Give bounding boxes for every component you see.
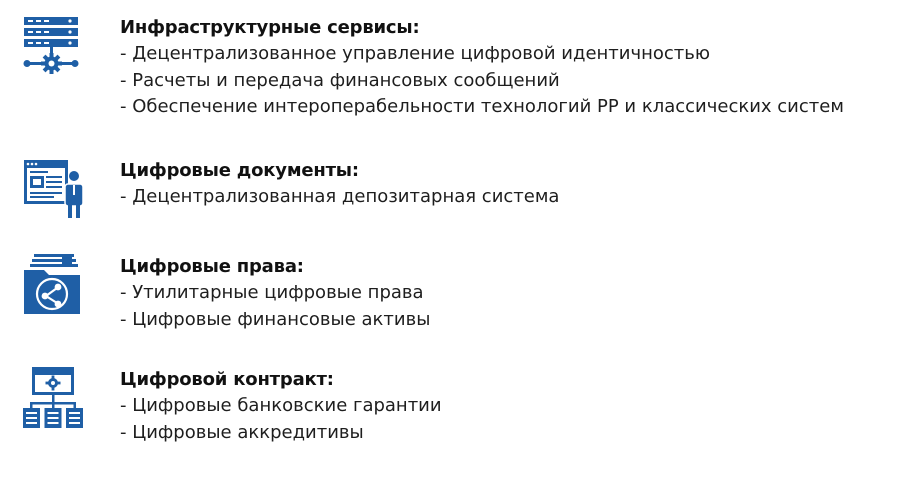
browser-window-person-icon (22, 158, 84, 220)
monitor-org-chart-icon (22, 367, 84, 429)
list-item: - Обеспечение интероперабельности технологий РР и классических систем (120, 96, 844, 117)
section-title: Инфраструктурные сервисы: (120, 17, 420, 38)
section-title: Цифровые права: (120, 256, 304, 277)
list-item: - Утилитарные цифровые права (120, 282, 424, 303)
section-title: Цифровой контракт: (120, 369, 334, 390)
folder-share-icon (22, 254, 84, 316)
list-item: - Расчеты и передача финансовых сообщений (120, 69, 560, 91)
server-network-gear-icon (22, 15, 84, 77)
list-item: - Децентрализованная депозитарная система (120, 186, 560, 207)
list-item: - Цифровые аккредитивы (120, 421, 364, 443)
list-item: - Цифровые банковские гарантии (120, 395, 442, 416)
list-item: - Децентрализованное управление цифровой идентичностью (120, 43, 711, 64)
list-item: - Цифровые финансовые активы (120, 308, 431, 330)
section-title: Цифровые документы: (120, 160, 359, 181)
